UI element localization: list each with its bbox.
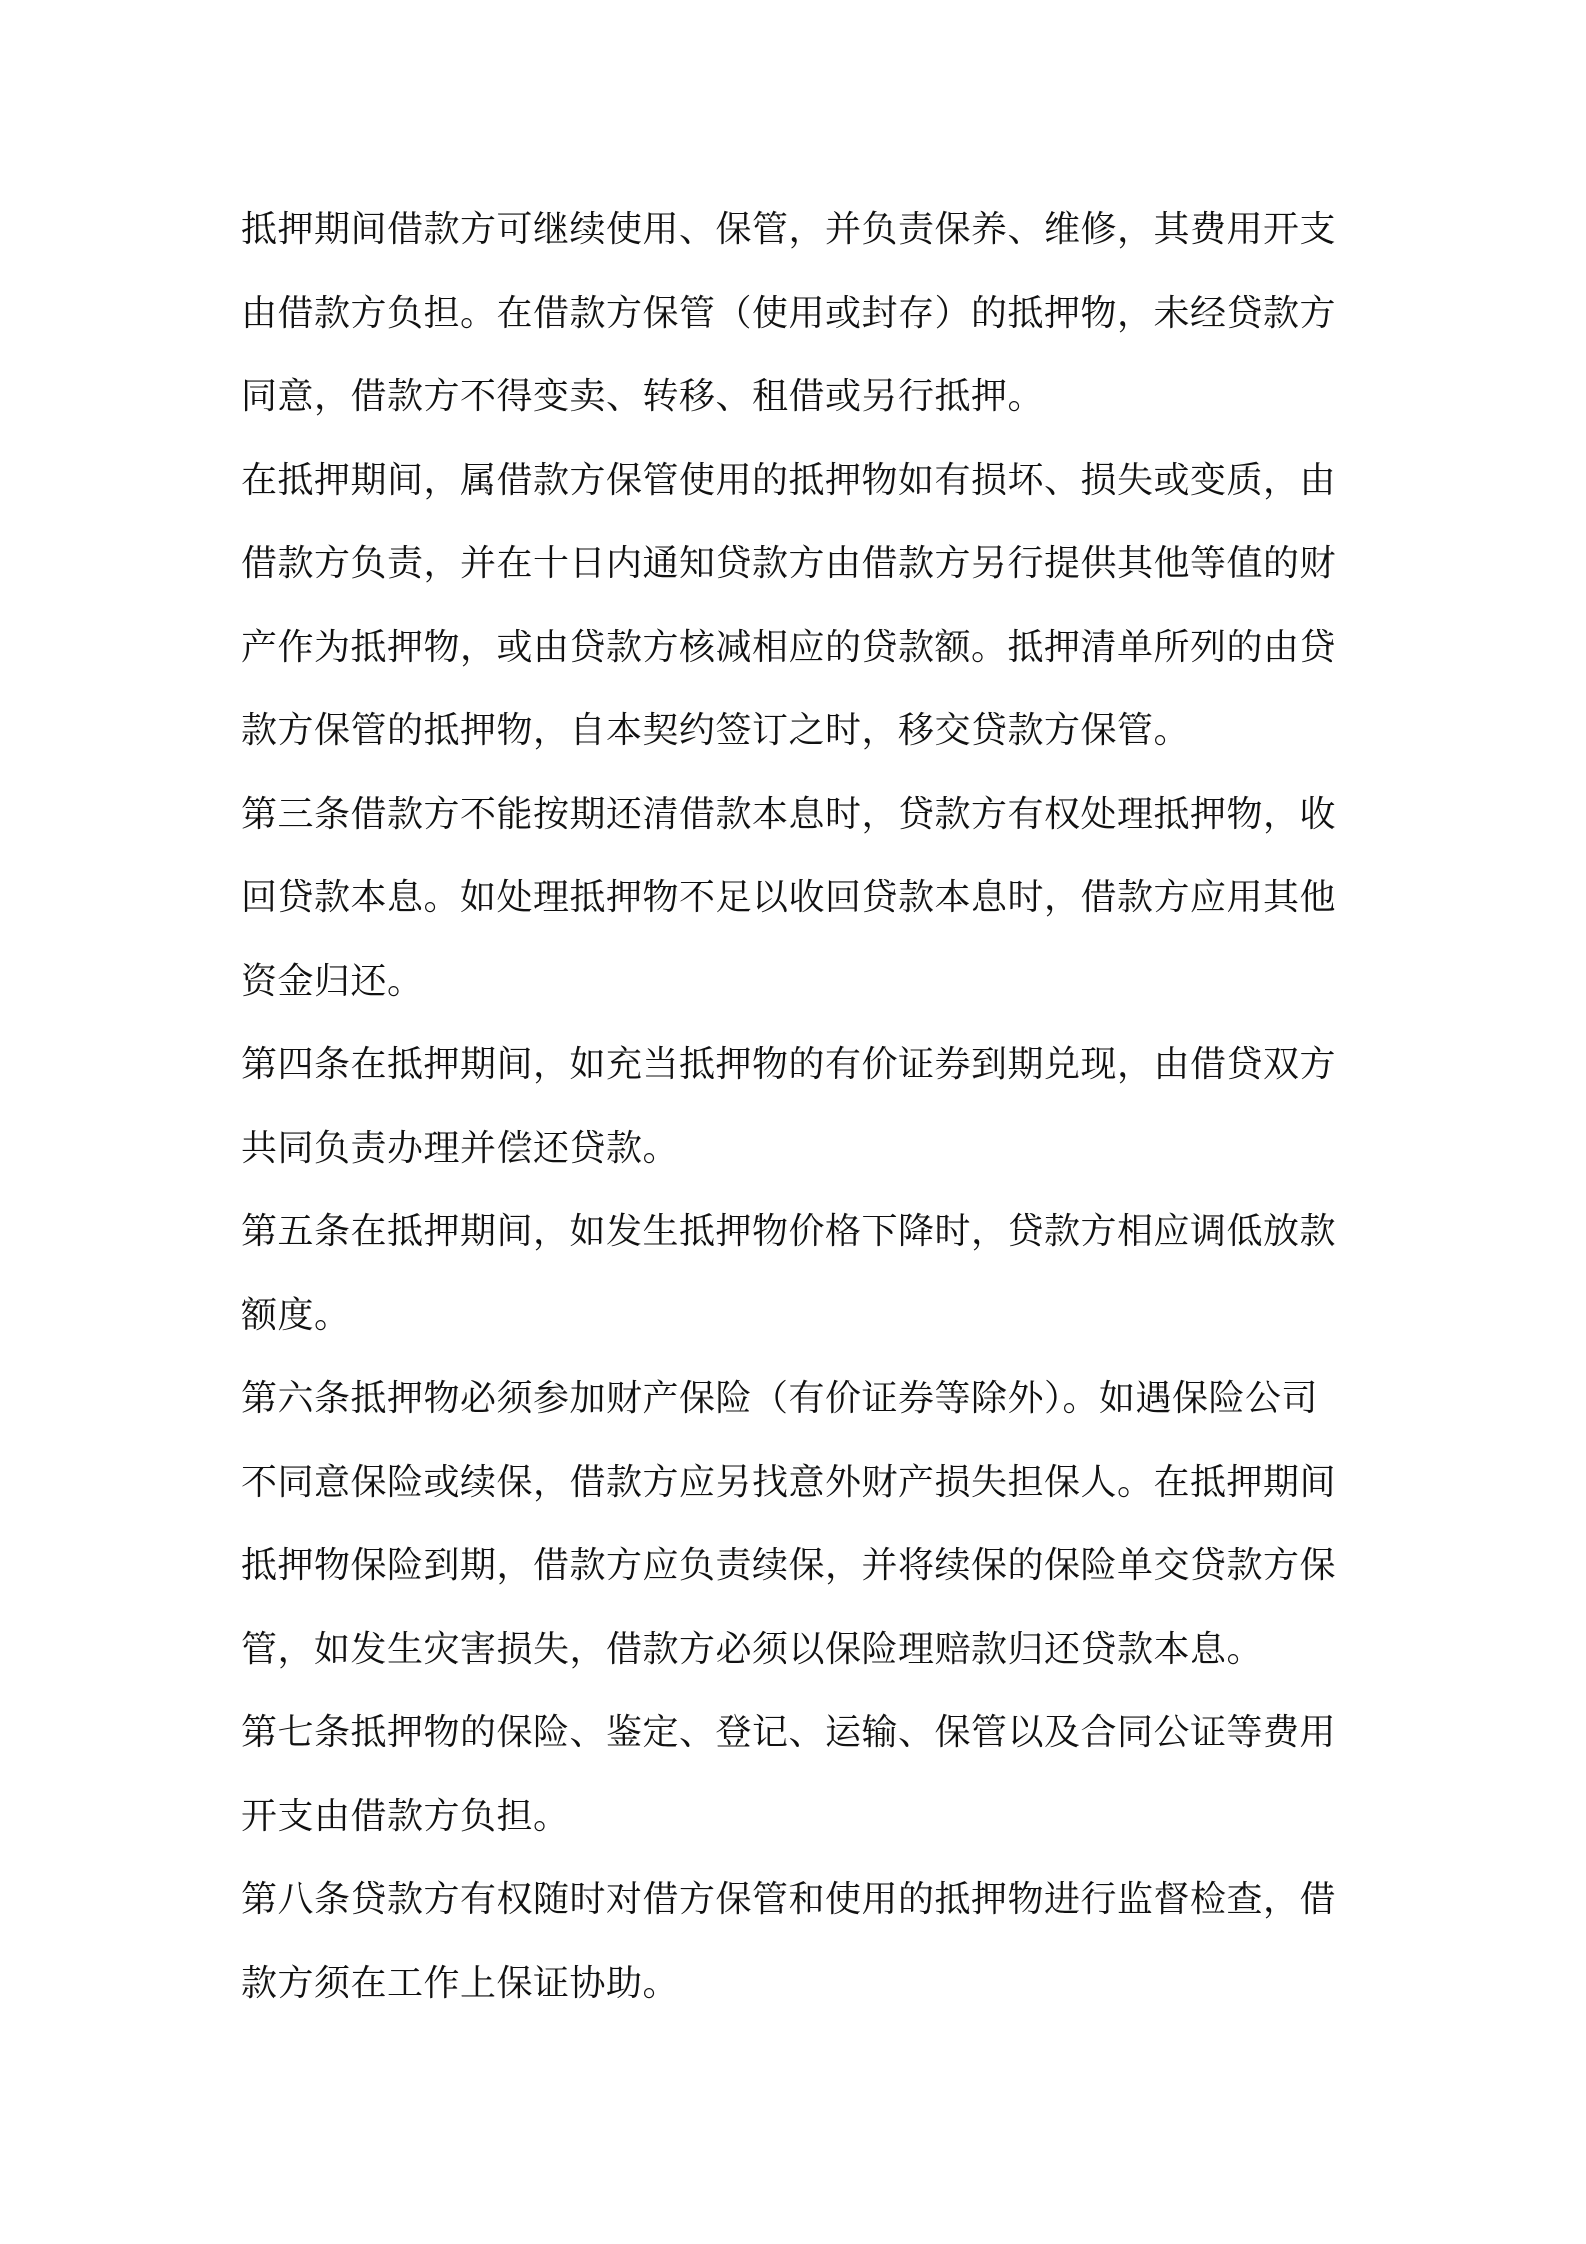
text-line: 在抵押期间，属借款方保管使用的抵押物如有损坏、损失或变质，由 [241,459,1337,501]
text-line: 第六条抵押物必须参加财产保险（有价证券等除外）。如遇保险公司 [241,1378,1319,1419]
text-line: 由借款方负担。在借款方保管（使用或封存）的抵押物，未经贷款方 [241,292,1337,334]
text-line: 回贷款本息。如处理抵押物不足以收回贷款本息时，借款方应用其他 [241,877,1337,918]
text-line: 抵押期间借款方可继续使用、保管，并负责保养、维修，其费用开支 [241,209,1337,250]
text-line: 额度。 [241,1294,351,1336]
text-line: 款方须在工作上保证协助。 [241,1962,680,2004]
text-line: 第五条在抵押期间，如发生抵押物价格下降时，贷款方相应调低放款 [241,1211,1337,1252]
text-line: 第三条借款方不能按期还清借款本息时，贷款方有权处理抵押物，收 [241,793,1337,835]
text-line: 款方保管的抵押物，自本契约签订之时，移交贷款方保管。 [241,710,1191,751]
text-line: 开支由借款方负担。 [241,1795,570,1837]
text-line: 共同负责办理并偿还贷款。 [241,1127,680,1169]
text-line: 第七条抵押物的保险、鉴定、登记、运输、保管以及合同公证等费用 [241,1712,1337,1753]
text-line: 第四条在抵押期间，如充当抵押物的有价证券到期兑现，由借贷双方 [241,1044,1337,1085]
text-line: 不同意保险或续保，借款方应另找意外财产损失担保人。在抵押期间 [241,1461,1337,1503]
text-line: 产作为抵押物，或由贷款方核减相应的贷款额。抵押清单所列的由贷 [241,626,1337,668]
text-line: 第八条贷款方有权随时对借方保管和使用的抵押物进行监督检查，借 [241,1879,1337,1920]
text-line: 资金归还。 [241,960,424,1002]
text-line: 抵押物保险到期，借款方应负责续保，并将续保的保险单交贷款方保 [241,1545,1337,1586]
document-body [241,188,1351,2025]
text-line: 管，如发生灾害损失，借款方必须以保险理赔款归还贷款本息。 [241,1628,1264,1670]
text-line: 借款方负责，并在十日内通知贷款方由借款方另行提供其他等值的财 [241,543,1337,584]
text-line: 同意，借款方不得变卖、转移、租借或另行抵押。 [241,376,1045,417]
